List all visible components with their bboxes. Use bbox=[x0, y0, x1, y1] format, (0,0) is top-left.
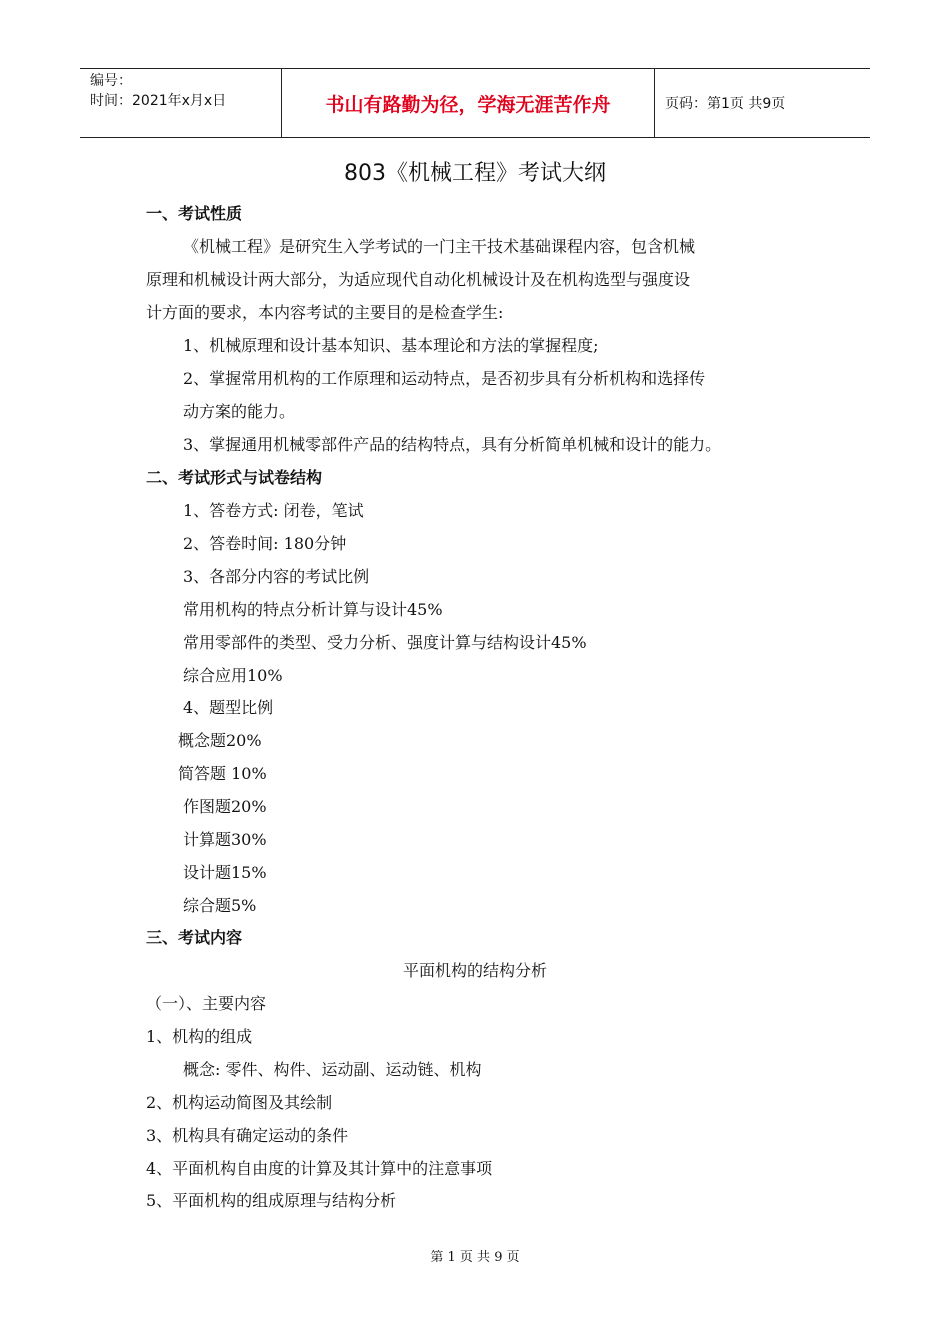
list-item: 2、掌握常用机构的工作原理和运动特点，是否初步具有分析机构和选择传 bbox=[183, 369, 706, 388]
section-heading-1: 一、考试性质 bbox=[146, 204, 243, 223]
paragraph-line: 计方面的要求，本内容考试的主要目的是检查学生: bbox=[146, 303, 504, 322]
section-heading-3: 三、考试内容 bbox=[146, 928, 243, 947]
content-item: 2、机构运动简图及其绘制 bbox=[146, 1093, 333, 1112]
header-motto: 书山有路勤为径，学海无涯苦作舟 bbox=[281, 69, 655, 137]
content-item: 5、平面机构的组成原理与结构分析 bbox=[146, 1191, 397, 1210]
paragraph-line: 原理和机械设计两大部分，为适应现代自动化机械设计及在机构选型与强度设 bbox=[146, 270, 691, 289]
question-type-line: 计算题30% bbox=[183, 830, 267, 849]
section-heading-2: 二、考试形式与试卷结构 bbox=[146, 468, 323, 487]
list-item: 2、答卷时间: 180分钟 bbox=[183, 534, 347, 553]
content-item: 4、平面机构自由度的计算及其计算中的注意事项 bbox=[146, 1159, 493, 1178]
ratio-line: 常用零部件的类型、受力分析、强度计算与结构设计45% bbox=[183, 633, 587, 652]
page-footer: 第 1 页 共 9 页 bbox=[430, 1250, 520, 1265]
question-type-line: 简答题 10% bbox=[178, 764, 267, 783]
list-item: 3、各部分内容的考试比例 bbox=[183, 567, 370, 586]
header-meta-cell bbox=[80, 69, 280, 137]
ratio-line: 常用机构的特点分析计算与设计45% bbox=[183, 600, 443, 619]
list-item: 1、答卷方式: 闭卷，笔试 bbox=[183, 501, 364, 520]
list-item: 1、机械原理和设计基本知识、基本理论和方法的掌握程度; bbox=[183, 336, 599, 355]
paragraph-line: 《机械工程》是研究生入学考试的一门主干技术基础课程内容，包含机械 bbox=[183, 237, 696, 256]
question-type-line: 概念题20% bbox=[178, 731, 262, 750]
number-label: 编号： bbox=[90, 73, 132, 89]
time-label: 时间：2021年x月x日 bbox=[90, 93, 227, 109]
list-item-continuation: 动方案的能力。 bbox=[183, 402, 296, 421]
content-item: 3、机构具有确定运动的条件 bbox=[146, 1126, 349, 1145]
content-item: 1、机构的组成 bbox=[146, 1027, 253, 1046]
document-header bbox=[80, 68, 870, 138]
question-type-line: 设计题15% bbox=[183, 863, 267, 882]
subsection-title: 平面机构的结构分析 bbox=[402, 961, 547, 980]
question-type-line: 综合题5% bbox=[183, 896, 257, 915]
page-title: 803《机械工程》考试大纲 bbox=[344, 161, 606, 186]
content-concept: 概念: 零件、构件、运动副、运动链、机构 bbox=[183, 1060, 482, 1079]
list-item: 4、题型比例 bbox=[183, 698, 274, 717]
list-item: 3、掌握通用机械零部件产品的结构特点，具有分析简单机械和设计的能力。 bbox=[183, 435, 722, 454]
question-type-line: 作图题20% bbox=[183, 797, 267, 816]
content-heading: （一）、主要内容 bbox=[146, 994, 267, 1013]
header-page-info: 页码：第1页 共9页 bbox=[665, 96, 786, 112]
ratio-line: 综合应用10% bbox=[183, 666, 283, 685]
